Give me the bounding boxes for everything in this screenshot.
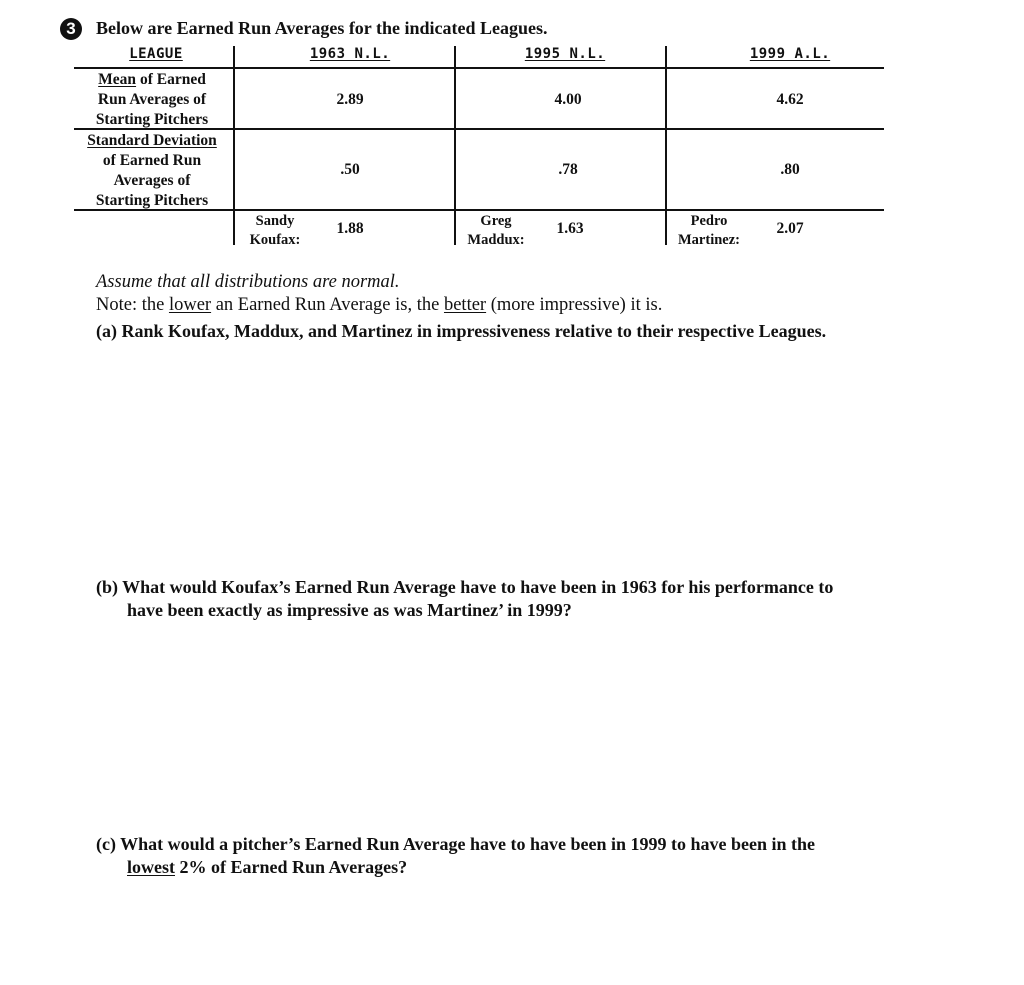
- pitcher-koufax-last: Koufax:: [249, 232, 301, 248]
- table-divider-3: [665, 46, 667, 245]
- mean-row-label: [76, 70, 228, 130]
- question-c-line2: [96, 856, 996, 879]
- sd-1995-value: .78: [558, 161, 578, 178]
- question-c-line1: (c) What would a pitcher’s Earned Run Average have to have been in 1999 to have been in the: [96, 834, 815, 854]
- table-rule-top: [74, 67, 884, 69]
- sd-row-label: [76, 131, 228, 211]
- question-c-line2-rest: 2% of Earned Run Averages?: [175, 857, 408, 877]
- pitcher-maddux-first: Greg: [480, 213, 512, 229]
- pitcher-martinez-era: 2.07: [776, 220, 804, 237]
- note-better: better: [443, 295, 487, 315]
- question-b-line2: have been exactly as impressive as was Martinez’ in 1999?: [127, 600, 572, 620]
- pitcher-martinez-first: Pedro: [690, 213, 728, 229]
- league-1999-al: 1999 A.L.: [749, 46, 831, 62]
- league-1963-nl: 1963 N.L.: [309, 46, 391, 62]
- mean-1999-value: 4.62: [776, 91, 804, 108]
- assumption-text: Assume that all distributions are normal.: [96, 272, 400, 292]
- note-text: [96, 295, 662, 316]
- pitcher-koufax-first: Sandy: [255, 213, 295, 229]
- pitcher-martinez-name: [672, 212, 746, 250]
- pitcher-maddux-era: 1.63: [556, 220, 584, 237]
- question-c-lowest: lowest: [127, 857, 175, 877]
- question-b: [96, 576, 996, 622]
- problem-number-badge: 3: [60, 18, 82, 40]
- mean-word: Mean: [98, 71, 137, 88]
- league-header: LEAGUE: [129, 46, 183, 62]
- league-1995-nl: 1995 N.L.: [524, 46, 606, 62]
- table-divider-2: [454, 46, 456, 245]
- note-lower: lower: [168, 295, 212, 315]
- mean-label-line3: Starting Pitchers: [95, 111, 209, 128]
- problem-heading: Below are Earned Run Averages for the indicated Leagues.: [96, 18, 548, 38]
- sd-1999-value: .80: [780, 161, 800, 178]
- question-a: (a) Rank Koufax, Maddux, and Martinez in impressiveness relative to their respective Leagues.: [96, 321, 827, 341]
- pitcher-koufax-name: [240, 212, 310, 250]
- sd-label-line3: Averages of: [113, 172, 191, 189]
- mean-1995-value: 4.00: [554, 91, 582, 108]
- note-part2: an Earned Run Average is, the: [211, 295, 444, 315]
- pitcher-maddux-last: Maddux:: [467, 232, 525, 248]
- pitcher-martinez-last: Martinez:: [678, 232, 740, 248]
- mean-label-rest: of Earned: [136, 71, 206, 88]
- table-divider-1: [233, 46, 235, 245]
- note-part1: Note: the: [96, 295, 169, 315]
- sd-label-line1: Standard Deviation: [87, 132, 217, 149]
- note-part3: (more impressive) it is.: [486, 295, 663, 315]
- mean-1963-value: 2.89: [336, 91, 364, 108]
- mean-label-line2: Run Averages of: [97, 91, 207, 108]
- sd-label-line2: of Earned Run: [102, 152, 202, 169]
- pitcher-maddux-name: [460, 212, 532, 250]
- question-b-line1: (b) What would Koufax’s Earned Run Average have to have been in 1963 for his performance to: [96, 577, 834, 597]
- sd-label-line4: Starting Pitchers: [95, 192, 209, 209]
- pitcher-koufax-era: 1.88: [336, 220, 364, 237]
- question-c: [96, 833, 996, 879]
- sd-1963-value: .50: [340, 161, 360, 178]
